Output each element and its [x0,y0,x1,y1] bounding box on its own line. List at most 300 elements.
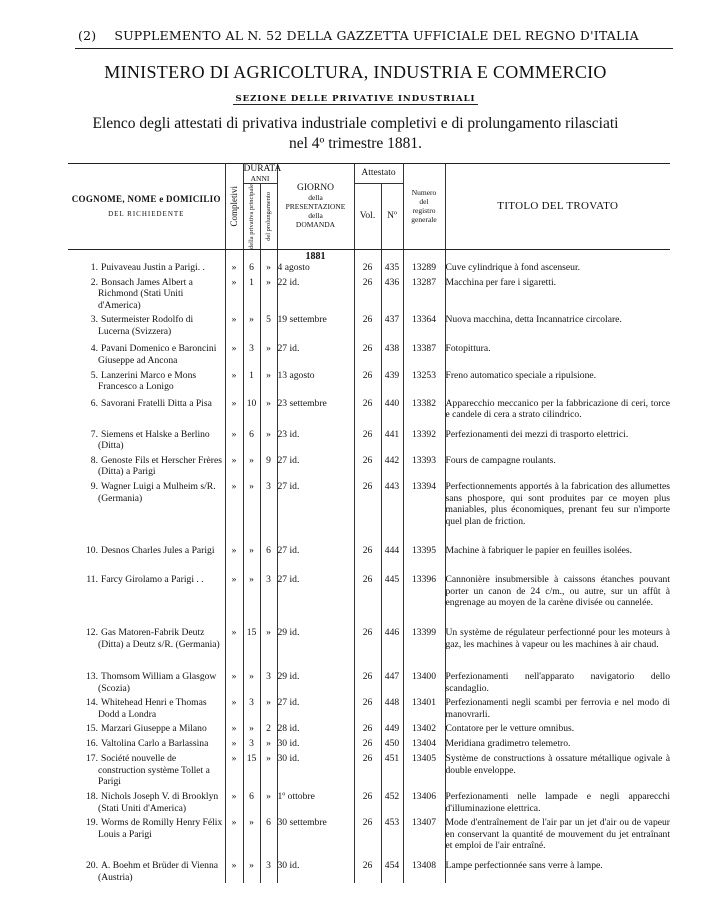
cell-no [381,788,403,814]
cell-completivi [225,426,243,452]
col-header-numero-2: del [419,197,429,207]
cell-completivi [225,814,243,857]
cell-durata-principale [243,426,260,452]
register-number: 13394 [412,480,436,492]
cell-vol [354,788,381,814]
applicant-name [68,343,225,366]
cell-date [277,274,354,312]
volume-value: 26 [362,369,373,381]
durata-prolungamento-value: » [266,343,271,355]
durata-principale-value: 15 [246,626,257,638]
cell-title [445,367,670,395]
cell-completivi [225,694,243,720]
col-header-durata-prolungamento-text: del prolungamento [265,192,272,241]
cell-durata-prolungamento [260,452,277,478]
row-number: 17. [86,753,98,765]
cell-date [277,311,354,340]
durata-prolungamento-value: » [266,369,271,381]
volume-value: 26 [362,276,373,288]
cell-vol [354,426,381,452]
cell-date [277,624,354,668]
cell-vol [354,274,381,312]
durata-principale-value: » [249,860,254,872]
attestato-number: 441 [384,428,400,440]
durata-prolungamento-value: 3 [266,670,271,682]
applicant-name [68,671,225,694]
presentation-date: 28 id. [277,723,300,735]
applicant-text: Desnos Charles Jules a Parigi [101,544,215,556]
register-number: 13407 [412,817,436,829]
volume-value: 26 [362,753,373,765]
cell-title [445,750,670,788]
cell-completivi [225,395,243,426]
register-number: 13387 [412,343,436,355]
cell-registro [403,788,445,814]
cell-durata-prolungamento [260,340,277,366]
cell-title [445,624,670,668]
cell-durata-prolungamento [260,274,277,312]
register-number: 13364 [412,314,436,326]
invention-title: Freno automatico speciale a ripulsione. [445,369,597,381]
cell-durata-prolungamento [260,249,277,273]
register-number: 13392 [412,428,436,440]
cell-name [68,249,225,273]
cell-vol [354,311,381,340]
cell-title [445,542,670,571]
durata-prolungamento-value: 5 [266,314,271,326]
cell-durata-principale [243,814,260,857]
table-row [68,478,670,542]
presentation-date: 22 id. [277,276,300,288]
completivi-value: » [231,791,237,803]
applicant-text: Farcy Girolamo a Parigi . . [101,573,204,585]
cell-durata-principale [243,857,260,883]
table-row [68,857,670,883]
cell-vol [354,542,381,571]
table-row [68,750,670,788]
presentation-date: 19 settembre [277,314,327,326]
applicant-text: Nichols Joseph V. di Brooklyn (Stati Uniti d'America) [98,791,219,814]
cell-title [445,426,670,452]
invention-title: Fotopittura. [445,343,491,355]
row-number: 12. [86,626,98,638]
cell-completivi [225,478,243,542]
cell-name [68,735,225,750]
cell-date [277,694,354,720]
cell-name [68,478,225,542]
cell-vol [354,735,381,750]
cell-completivi [225,542,243,571]
applicant-name [68,697,225,720]
row-number: 8. [90,454,98,466]
completivi-value: » [231,544,237,556]
cell-date [277,452,354,478]
cell-no [381,571,403,624]
cell-name [68,311,225,340]
cell-date [277,735,354,750]
invention-title: Perfezionamenti nell'apparato navigatorio dello scandaglio. [445,670,670,694]
cell-completivi [225,274,243,312]
table-row [68,694,670,720]
invention-title: Machine à fabriquer le papier en feuilles isolées. [445,544,632,556]
volume-value: 26 [362,573,373,585]
cell-registro [403,395,445,426]
applicant-text: Pavani Domenico e Baroncini Giuseppe ad Ancona [98,343,217,366]
col-header-completivi-text: Completivi [229,186,239,227]
applicant-text: Bonsach James Albert a Richmond (Stati Uniti d'America) [98,276,193,311]
cell-no [381,311,403,340]
cell-durata-prolungamento [260,367,277,395]
cell-vol [354,694,381,720]
durata-prolungamento-value: 3 [266,573,271,585]
durata-prolungamento-value: » [266,738,271,750]
cell-title [445,311,670,340]
durata-principale-value: » [249,670,254,682]
row-number: 1. [90,261,98,273]
cell-completivi [225,452,243,478]
completivi-value: » [231,697,237,709]
col-header-titolo [445,164,670,250]
cell-no [381,395,403,426]
register-number: 13287 [412,276,436,288]
invention-title: Système de constructions à ossature métallique ogivale à double enveloppe. [445,753,670,776]
applicant-text: Wagner Luigi a Mulheim s/R. (Germania) [98,480,216,504]
table-row [68,542,670,571]
cell-durata-principale [243,750,260,788]
cell-title [445,720,670,735]
cell-registro [403,249,445,273]
applicant-name [68,429,225,452]
applicant-name [68,314,225,337]
col-header-vol [354,184,381,250]
invention-title: Cannonière insubmersible à caissons étanches pouvant porter un canon de 24 c/m., ou autre, sur un affût à engrenage au moyen de la carène divisée ou cannelée. [445,573,670,609]
attestato-number: 440 [384,397,400,409]
col-header-giorno [277,164,354,250]
presentation-date: 29 id. [277,670,300,682]
durata-prolungamento-value: » [266,697,271,709]
presentation-date: 27 id. [277,573,300,585]
cell-vol [354,395,381,426]
volume-value: 26 [362,343,373,355]
completivi-value: » [231,397,237,409]
durata-prolungamento-value: » [266,261,271,273]
register-number: 13395 [412,544,436,556]
cell-registro [403,542,445,571]
invention-title: Un système de régulateur perfectionné pour les moteurs à gaz, les machines à vapeur ou les machines à air chaud. [445,626,670,650]
cell-no [381,426,403,452]
row-number: 18. [86,791,98,803]
volume-value: 26 [362,314,373,326]
register-number: 13401 [412,697,436,709]
completivi-value: » [231,723,237,735]
durata-principale-value: » [249,480,254,492]
presentation-date: 1º ottobre [277,791,315,803]
applicant-text: Valtolina Carlo a Barlassina [101,738,209,750]
invention-title: Nuova macchina, detta Incannatrice circolare. [445,314,622,326]
cell-durata-prolungamento [260,395,277,426]
cell-no [381,814,403,857]
completivi-value: » [231,369,237,381]
completivi-value: » [231,261,237,273]
durata-principale-value: 1 [249,369,254,381]
cell-completivi [225,788,243,814]
applicant-name [68,723,225,735]
table-row [68,452,670,478]
cell-completivi [225,735,243,750]
register-number: 13408 [412,860,436,872]
applicant-name [68,481,225,504]
table-row [68,571,670,624]
cell-vol [354,668,381,694]
presentation-date: 23 settembre [277,397,327,409]
row-number: 5. [90,369,98,381]
patents-table-body [68,249,670,883]
cell-durata-principale [243,478,260,542]
applicant-text: Worms de Romilly Henry Félix Louis a Parigi [98,817,223,840]
cell-name [68,340,225,366]
durata-principale-value: » [249,544,254,556]
applicant-text: Whitehead Henri e Thomas Dodd a Londra [98,697,207,720]
applicant-text: A. Boehm et Brüder di Vienna (Austria) [98,860,219,883]
cell-no [381,750,403,788]
cell-durata-principale [243,735,260,750]
cell-vol [354,478,381,542]
durata-principale-value: » [249,454,254,466]
cell-durata-principale [243,395,260,426]
applicant-name [68,277,225,312]
cell-title [445,478,670,542]
invention-title: Mode d'entraînement de l'air par un jet d'air ou de vapeur en conservant la quantité de mouvement du jet entraînant et emploi de l'air entraîné. [445,817,670,852]
row-number: 2. [90,276,98,288]
cell-registro [403,814,445,857]
cell-name [68,720,225,735]
durata-prolungamento-value: » [266,753,271,765]
volume-value: 26 [362,791,373,803]
cell-registro [403,340,445,366]
attestato-number: 443 [384,480,400,492]
cell-no [381,735,403,750]
durata-prolungamento-value: » [266,626,271,638]
cell-date [277,367,354,395]
cell-title [445,814,670,857]
col-header-name-text: COGNOME, NOME e DOMICILIO [71,194,221,205]
table-row [68,274,670,312]
completivi-value: » [231,428,237,440]
section-title [0,94,711,104]
presentation-date: 29 id. [277,626,300,638]
durata-prolungamento-value: 9 [266,454,271,466]
cell-completivi [225,340,243,366]
durata-principale-value: 3 [249,738,254,750]
volume-value: 26 [362,544,373,556]
applicant-name [68,398,225,410]
header-rule [75,48,673,49]
cell-name [68,694,225,720]
cell-date [277,426,354,452]
attestato-number: 446 [384,626,400,638]
col-header-name-sub: DEL RICHIEDENTE [108,210,185,219]
durata-prolungamento-value: 6 [266,544,271,556]
attestato-number: 452 [384,791,400,803]
attestato-number: 450 [384,738,400,750]
cell-registro [403,311,445,340]
cell-durata-prolungamento [260,788,277,814]
durata-prolungamento-value: » [266,428,271,440]
presentation-date: 23 id. [277,428,300,440]
register-number: 13406 [412,791,436,803]
year-label: 1881 [305,250,326,262]
cell-no [381,720,403,735]
table-row [68,395,670,426]
applicant-text: Gas Matoren-Fabrik Deutz (Ditta) a Deutz s/R. (Germania) [98,626,220,650]
cell-date [277,478,354,542]
cell-name [68,857,225,883]
cell-registro [403,735,445,750]
cell-vol [354,571,381,624]
cell-no [381,694,403,720]
cell-registro [403,668,445,694]
completivi-value: » [231,314,237,326]
col-header-numero-1: Numero [411,188,437,198]
cell-date [277,249,354,273]
invention-title: Cuve cylindrique à fond ascenseur. [445,261,581,273]
register-number: 13393 [412,454,436,466]
cell-durata-principale [243,720,260,735]
cell-no [381,624,403,668]
cell-durata-principale [243,340,260,366]
cell-no [381,452,403,478]
cell-title [445,694,670,720]
applicant-text: Savorani Fratelli Ditta a Pisa [101,397,212,409]
cell-date [277,395,354,426]
cell-registro [403,478,445,542]
supplement-title: SUPPLEMENTO AL N. 52 DELLA GAZZETTA UFFICIALE DEL REGNO D'ITALIA [114,28,639,43]
cell-registro [403,720,445,735]
invention-title: Perfectionnements apportés à la fabrication des allumettes sans phospore, qui sont produites par ce moyen plus maniables, plus économiques, prenant feu sur n'importe quel plan de friction. [445,480,670,527]
cell-name [68,750,225,788]
row-number: 14. [86,697,98,709]
col-header-numero [403,164,445,250]
applicant-text: Siemens et Halske a Berlino (Ditta) [98,428,210,452]
table-row [68,624,670,668]
durata-principale-value: 1 [249,276,254,288]
presentation-date: 30 id. [277,860,300,872]
col-header-anni: ANNI [250,173,270,183]
register-number: 13399 [412,626,436,638]
cell-completivi [225,720,243,735]
row-number: 6. [90,397,98,409]
cell-durata-principale [243,274,260,312]
cell-registro [403,367,445,395]
col-header-durata-principale-text: della privativa principale [248,184,255,249]
cell-date [277,857,354,883]
durata-prolungamento-value: » [266,791,271,803]
completivi-value: » [231,738,237,750]
applicant-name [68,262,225,274]
cell-durata-prolungamento [260,426,277,452]
cell-registro [403,452,445,478]
applicant-name [68,738,225,750]
cell-no [381,542,403,571]
invention-title: Perfezionamenti negli scambi per ferrovia e nel modo di manovrarli. [445,697,670,720]
row-number: 10. [86,544,98,556]
cell-durata-prolungamento [260,624,277,668]
presentation-date: 27 id. [277,697,300,709]
applicant-text: Sutermeister Rodolfo di Lucerna (Svizzera) [98,314,194,337]
col-header-attestato-text: Attestato [361,168,396,178]
volume-value: 26 [362,454,373,466]
register-number: 13400 [412,670,436,682]
attestato-number: 445 [384,573,400,585]
row-number: 3. [90,314,98,326]
cell-vol [354,857,381,883]
col-header-durata [243,163,282,184]
volume-value: 26 [362,480,373,492]
cell-durata-prolungamento [260,694,277,720]
row-number: 19. [86,817,98,829]
col-header-numero-4: generale [411,215,437,225]
col-header-name [68,164,225,250]
cell-durata-prolungamento [260,542,277,571]
attestato-number: 437 [384,314,400,326]
volume-value: 26 [362,261,373,273]
volume-value: 26 [362,428,373,440]
applicant-name [68,753,225,788]
document-title [0,114,711,154]
cell-no [381,249,403,273]
col-header-giorno-sub3: della [308,211,323,221]
table-row [68,735,670,750]
cell-completivi [225,367,243,395]
patents-table [68,163,670,883]
invention-title: Macchina per fare i sigaretti. [445,276,557,288]
register-number: 13289 [412,261,436,273]
running-header [78,28,639,43]
durata-prolungamento-value: » [266,276,271,288]
applicant-text: Lanzerini Marco e Mons Francesco a Lonigo [98,369,197,393]
cell-completivi [225,571,243,624]
durata-principale-value: 6 [249,791,254,803]
cell-no [381,668,403,694]
cell-name [68,542,225,571]
durata-principale-value: 3 [249,697,254,709]
attestato-number: 435 [384,261,400,273]
cell-title [445,274,670,312]
cell-durata-prolungamento [260,571,277,624]
invention-title: Perfezionamenti nelle lampade e negli apparecchi d'illuminazione elettrica. [445,791,670,814]
applicant-text: Genoste Fils et Herscher Frères (Ditta) a Parigi [98,454,222,478]
col-header-attestato [354,164,403,184]
cell-durata-principale [243,571,260,624]
register-number: 13404 [412,738,436,750]
section-title-text: SEZIONE DELLE PRIVATIVE INDUSTRIALI [235,94,476,104]
table-row [68,814,670,857]
table-row [68,311,670,340]
row-number: 7. [90,428,98,440]
cell-date [277,340,354,366]
durata-prolungamento-value: 6 [266,817,271,829]
cell-durata-prolungamento [260,311,277,340]
cell-durata-principale [243,624,260,668]
document-title-line1: Elenco degli attestati di privativa industriale completivi e di prolungamento rilasciati [92,115,619,132]
row-number: 15. [86,723,98,735]
cell-vol [354,814,381,857]
cell-durata-prolungamento [260,750,277,788]
durata-prolungamento-value: 2 [266,723,271,735]
ministry-title: MINISTERO DI AGRICOLTURA, INDUSTRIA E COMMERCIO [104,62,607,82]
presentation-date: 30 id. [277,753,300,765]
attestato-number: 453 [384,817,400,829]
